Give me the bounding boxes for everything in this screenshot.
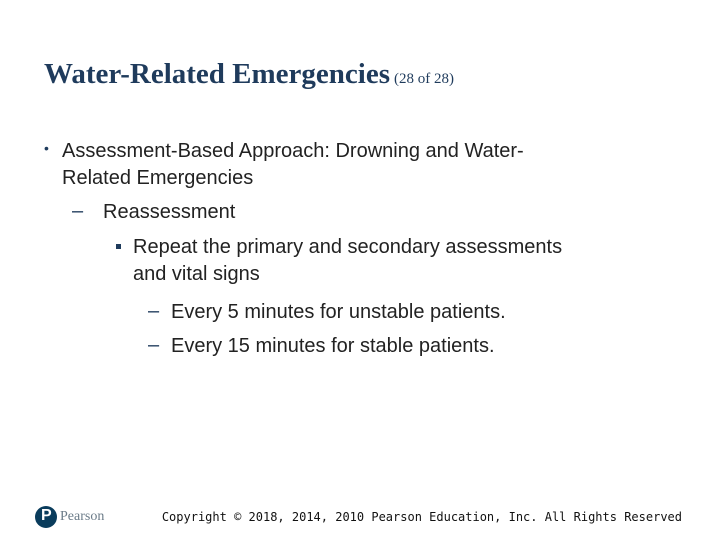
bullet-dash-icon: –: [148, 300, 160, 322]
bullet-square-icon: [116, 244, 121, 249]
bullet-level2: Reassessment: [103, 201, 236, 223]
copyright-notice: Copyright © 2018, 2014, 2010 Pearson Education, Inc. All Rights Reserved: [161, 510, 682, 524]
slide-title: [44, 58, 454, 91]
bullet-dash-icon: –: [148, 334, 160, 356]
title-subtitle: (28 of 28): [394, 71, 454, 87]
pearson-logo-icon: [35, 506, 57, 528]
bullet-level4-item: Every 15 minutes for stable patients.: [171, 335, 495, 357]
title-main: Water-Related Emergencies: [44, 58, 390, 90]
bullet-dot-icon: •: [44, 140, 49, 156]
pearson-logo-letter: P: [41, 507, 52, 524]
pearson-logo-text: Pearson: [60, 509, 105, 524]
bullet-level1-line1: Assessment-Based Approach: Drowning and Water-: [62, 140, 524, 162]
bullet-level3-line1: Repeat the primary and secondary assessments: [133, 236, 563, 258]
bullet-level4-item: Every 5 minutes for unstable patients.: [171, 301, 506, 323]
bullet-dash-icon: –: [72, 200, 84, 222]
bullet-level3-line2: and vital signs: [133, 263, 260, 285]
bullet-level1-line2: Related Emergencies: [62, 167, 254, 189]
